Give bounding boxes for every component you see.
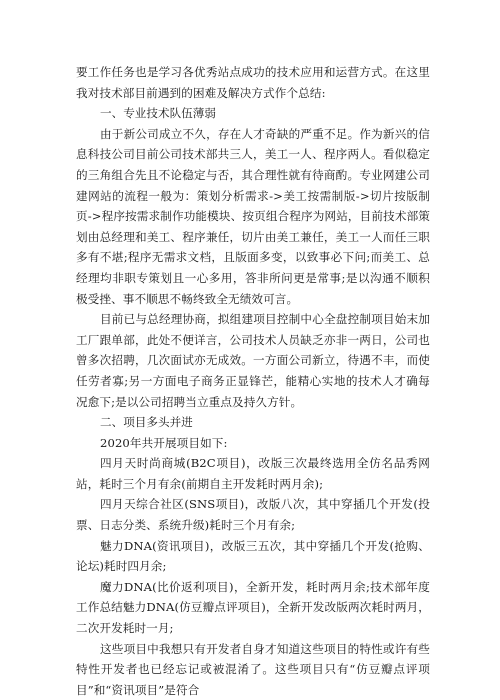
paragraph-solution: 目前已与总经理协商，拟组建项目控制中心全盘控制项目始末加工厂跟单部，此处不便详言，公司技术人员缺乏亦非一两日，公司也曾多次招聘，几次面试亦无成效。一方面公司新立，待遇不丰，而使任劳者寡;另一方面电子商务正显锋芒，能精心实地的技术人才确每况愈下;是以公司招聘当立重点及持久方针。 <box>76 312 430 409</box>
paragraph-tech-team: 由于新公司成立不久，存在人才奇缺的严重不足。作为新兴的信息科技公司目前公司技术部共三人，美工一人、程序两人。看似稳定的三角组合先且不论稳定与否，其合理性就有待商酌。专业网建公司建网站的流程一般为：策划分析需求->美工按需制版->切片按版制页->程序按需求制作功能模块、按页组合程序为网站，目前技术部策划由总经理和美工、程序兼任，切片由美工兼任，美工一人而任三职多有不堪;程序无需求文档，且版面多变，以致事必下问;而美工、总经理均非职专策划且一心多用，答非所问更是常事;是以沟通不顺积极受挫、事不顺思不畅终致全无绩效可言。 <box>76 126 430 306</box>
paragraph-project-b2c: 四月天时尚商城(B2C项目)，改版三次最终选用全仿名品秀网站，耗时三个月有余(前期自主开发耗时两月余); <box>76 456 430 491</box>
paragraph-project-sns: 四月天综合社区(SNS项目)，改版八次，其中穿插几个开发(投票、日志分类、系统升级)耗时三个月有余; <box>76 497 430 533</box>
section-heading-1: 一、专业技术队伍薄弱 <box>100 106 216 121</box>
paragraph-project-rebate: 魔力DNA(比价返利项目)，全新开发，耗时两月余;技术部年度工作总结魅力DNA(仿豆瓣点评项目)，全新开发改版两次耗时两月，二次开发耗时一月; <box>76 579 430 636</box>
section-heading-2: 二、项目多头并进 <box>100 415 193 430</box>
paragraph-intro: 要工作任务也是学习各优秀站点成功的技术应用和运营方式。在这里我对技术部目前遇到的困难及解决方式作个总结: <box>76 65 430 100</box>
paragraph-project-intro: 2020年共开展项目如下: <box>100 435 228 450</box>
paragraph-project-summary: 这些项目中我想只有开发者自身才知道这些项目的特性或许有些特性开发者也已经忘记或被混淆了。这些项目只有“仿豆瓣点评项目”和“资讯项目”是符合 <box>76 641 430 697</box>
paragraph-project-news: 魅力DNA(资讯项目)，改版三五次，其中穿插几个开发(抢购、论坛)耗时四月余; <box>76 538 430 574</box>
document-body <box>76 62 430 700</box>
